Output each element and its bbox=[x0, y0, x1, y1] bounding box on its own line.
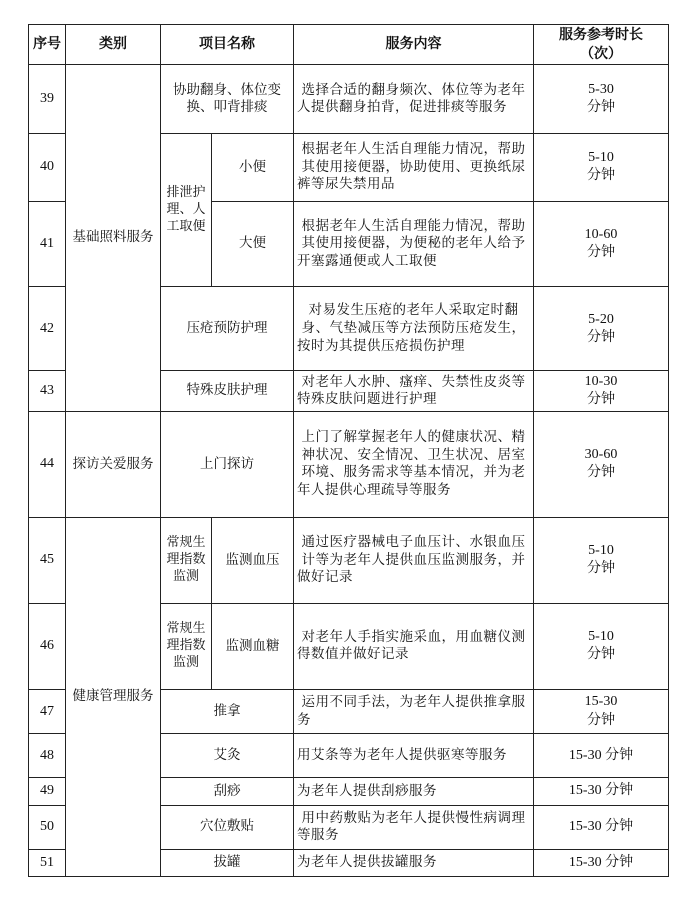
header-duration-line1: 服务参考时长 bbox=[559, 27, 643, 44]
duration-unit: 分钟 bbox=[587, 244, 615, 260]
subgroup-routine-vital-signs: 常规生理指数监测 bbox=[161, 518, 212, 603]
service-content: 根据老年人生活自理能力情况，帮助其使用接便器，协助使用、更换纸尿裤等尿失禁用品 bbox=[294, 134, 534, 201]
item-name: 上门探访 bbox=[161, 411, 294, 518]
service-duration bbox=[534, 371, 669, 411]
duration-unit: 分钟 bbox=[587, 392, 615, 408]
row-number: 51 bbox=[29, 849, 66, 876]
category-visit-care: 探访关爱服务 bbox=[66, 411, 161, 518]
row-number: 48 bbox=[29, 734, 66, 778]
duration-range: 5-20 bbox=[588, 311, 614, 327]
duration-range: 15-30 bbox=[584, 694, 618, 710]
item-name: 小便 bbox=[212, 134, 294, 201]
table-row bbox=[29, 65, 669, 134]
item-name: 特殊皮肤护理 bbox=[161, 371, 294, 411]
service-content: 上门了解掌握老年人的健康状况、精神状况、安全情况、卫生状况、居室环境、服务需求等基本情况，并为老年人提供心理疏导等服务 bbox=[294, 411, 534, 518]
item-name: 大便 bbox=[212, 201, 294, 286]
duration-range: 5-10 bbox=[588, 629, 614, 645]
service-content: 根据老年人生活自理能力情况，帮助其使用接便器，为便秘的老年人给予开塞露通便或人工取便 bbox=[294, 201, 534, 286]
item-name: 艾灸 bbox=[161, 734, 294, 778]
duration-range: 5-10 bbox=[588, 150, 614, 166]
item-name: 拔罐 bbox=[161, 849, 294, 876]
service-duration bbox=[534, 201, 669, 286]
header-duration bbox=[534, 25, 669, 65]
service-content: 用中药敷贴为老年人提供慢性病调理等服务 bbox=[294, 805, 534, 849]
header-category: 类别 bbox=[66, 25, 161, 65]
duration-unit: 分钟 bbox=[587, 712, 615, 728]
item-name: 监测血糖 bbox=[212, 603, 294, 689]
service-duration bbox=[534, 134, 669, 201]
service-duration: 15-30 分钟 bbox=[534, 849, 669, 876]
service-duration bbox=[534, 65, 669, 134]
duration-range: 5-10 bbox=[588, 543, 614, 559]
table-row bbox=[29, 411, 669, 518]
service-duration bbox=[534, 518, 669, 603]
subgroup-excretion-care: 排泄护理、人工取便 bbox=[161, 134, 212, 287]
item-name: 压疮预防护理 bbox=[161, 287, 294, 371]
item-name: 刮痧 bbox=[161, 778, 294, 805]
row-number: 49 bbox=[29, 778, 66, 805]
service-content: 通过医疗器械电子血压计、水银血压计等为老年人提供血压监测服务，并做好记录 bbox=[294, 518, 534, 603]
item-name: 穴位敷贴 bbox=[161, 805, 294, 849]
service-content: 用艾条等为老年人提供驱寒等服务 bbox=[294, 734, 534, 778]
category-health-mgmt: 健康管理服务 bbox=[66, 518, 161, 877]
row-number: 40 bbox=[29, 134, 66, 201]
service-content: 对老年人水肿、瘙痒、失禁性皮炎等特殊皮肤问题进行护理 bbox=[294, 371, 534, 411]
duration-range: 10-60 bbox=[584, 226, 618, 242]
service-duration: 15-30 分钟 bbox=[534, 805, 669, 849]
item-name: 推拿 bbox=[161, 690, 294, 734]
service-table bbox=[28, 24, 669, 877]
service-content: 运用不同手法，为老年人提供推拿服务 bbox=[294, 690, 534, 734]
item-name: 监测血压 bbox=[212, 518, 294, 603]
duration-unit: 分钟 bbox=[587, 561, 615, 577]
header-row bbox=[29, 25, 669, 65]
service-duration: 15-30 分钟 bbox=[534, 778, 669, 805]
item-name: 协助翻身、体位变换、叩背排痰 bbox=[161, 65, 294, 134]
service-duration bbox=[534, 411, 669, 518]
row-number: 43 bbox=[29, 371, 66, 411]
duration-unit: 分钟 bbox=[587, 168, 615, 184]
row-number: 42 bbox=[29, 287, 66, 371]
service-duration bbox=[534, 603, 669, 689]
table-row bbox=[29, 518, 669, 603]
header-duration-line2: （次） bbox=[580, 45, 622, 62]
category-basic-care: 基础照料服务 bbox=[66, 65, 161, 412]
duration-range: 10-30 bbox=[584, 373, 618, 389]
duration-range: 5-30 bbox=[588, 81, 614, 97]
subgroup-routine-vital-signs: 常规生理指数监测 bbox=[161, 603, 212, 689]
service-content: 为老年人提供刮痧服务 bbox=[294, 778, 534, 805]
row-number: 39 bbox=[29, 65, 66, 134]
header-seq: 序号 bbox=[29, 25, 66, 65]
row-number: 44 bbox=[29, 411, 66, 518]
duration-unit: 分钟 bbox=[587, 100, 615, 116]
duration-unit: 分钟 bbox=[587, 329, 615, 345]
service-content: 对易发生压疮的老年人采取定时翻身、气垫减压等方法预防压疮发生，按时为其提供压疮损伤护理 bbox=[294, 287, 534, 371]
service-content: 为老年人提供拔罐服务 bbox=[294, 849, 534, 876]
row-number: 45 bbox=[29, 518, 66, 603]
service-duration: 15-30 分钟 bbox=[534, 734, 669, 778]
row-number: 47 bbox=[29, 690, 66, 734]
header-content: 服务内容 bbox=[294, 25, 534, 65]
duration-range: 30-60 bbox=[584, 447, 618, 463]
row-number: 50 bbox=[29, 805, 66, 849]
header-item-name: 项目名称 bbox=[161, 25, 294, 65]
service-content: 选择合适的翻身频次、体位等为老年人提供翻身拍背，促进排痰等服务 bbox=[294, 65, 534, 134]
row-number: 41 bbox=[29, 201, 66, 286]
service-duration bbox=[534, 690, 669, 734]
duration-unit: 分钟 bbox=[587, 647, 615, 663]
duration-unit: 分钟 bbox=[587, 465, 615, 481]
service-content: 对老年人手指实施采血，用血糖仪测得数值并做好记录 bbox=[294, 603, 534, 689]
service-duration bbox=[534, 287, 669, 371]
row-number: 46 bbox=[29, 603, 66, 689]
